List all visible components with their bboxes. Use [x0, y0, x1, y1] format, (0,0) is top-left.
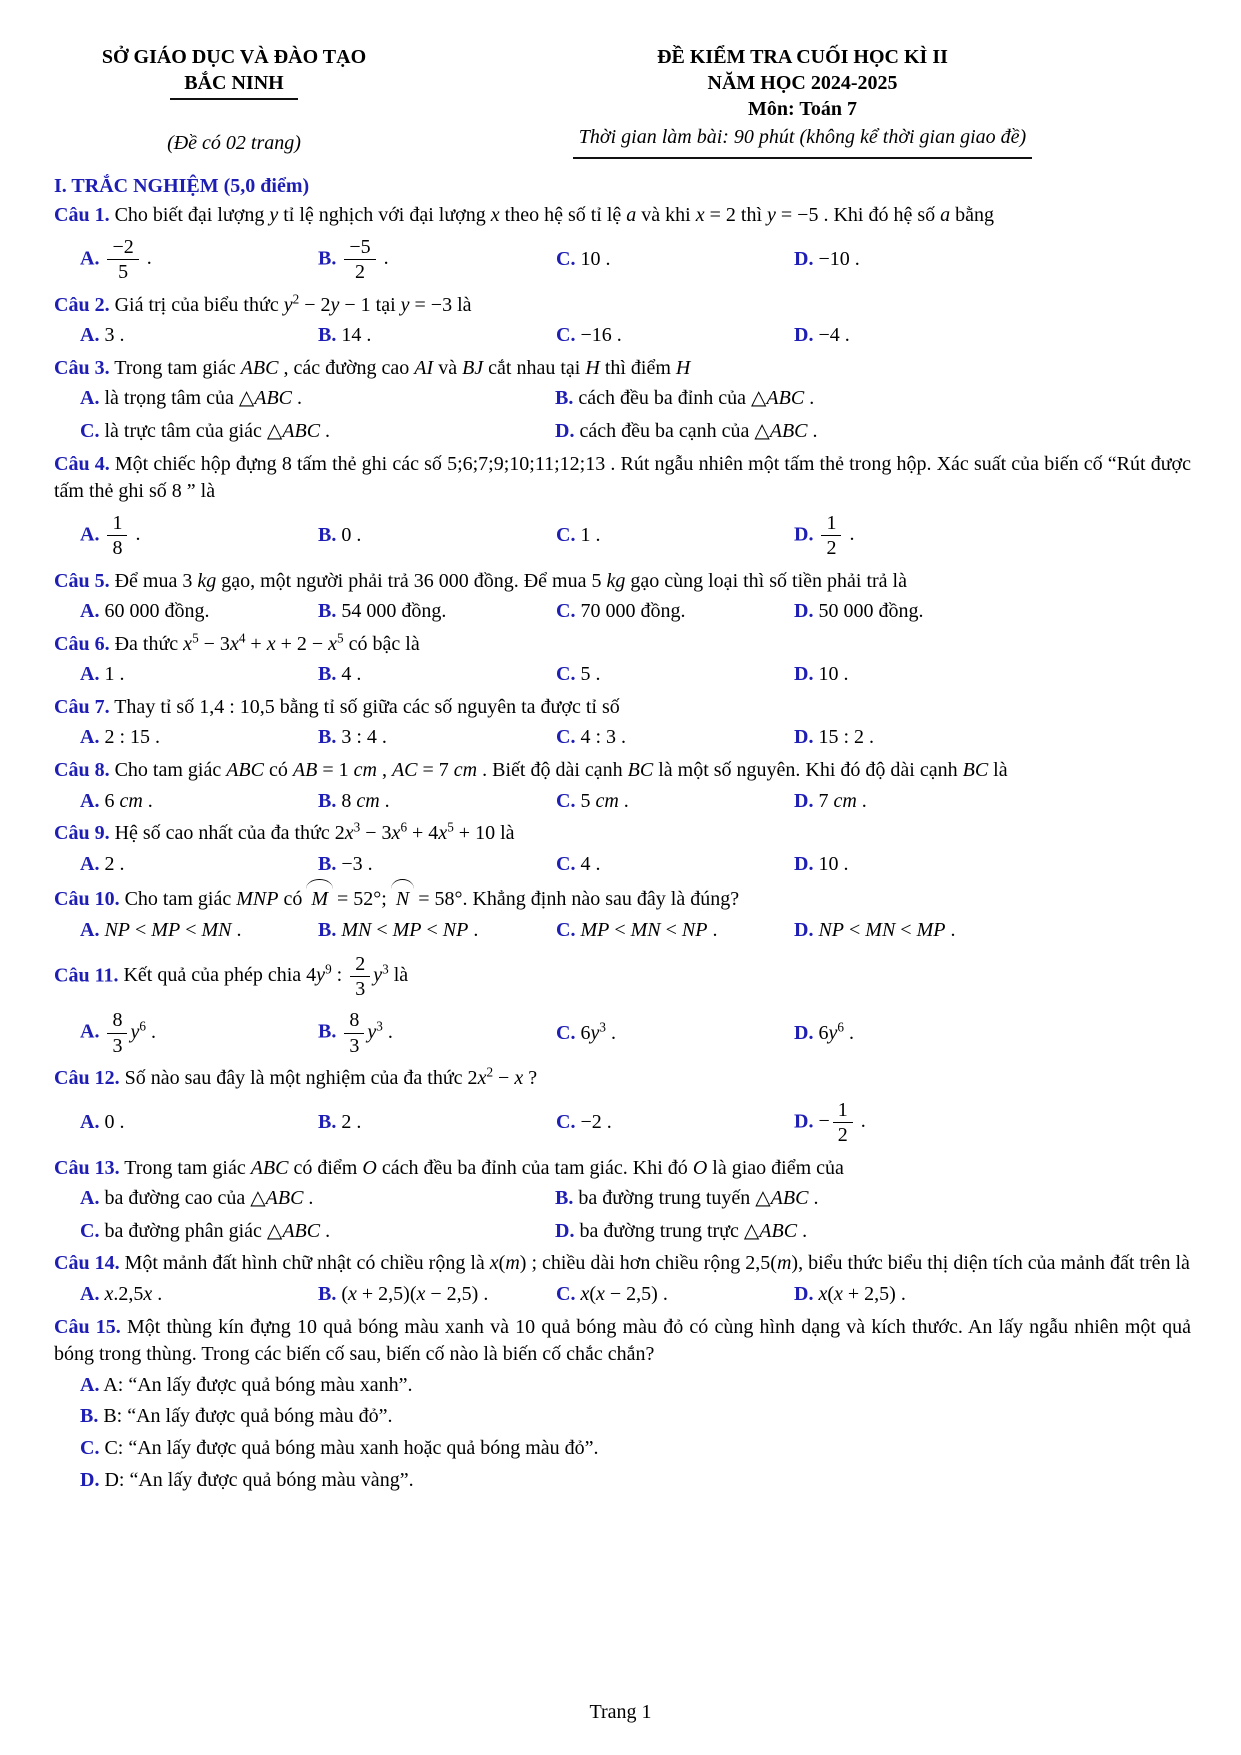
option-letter: D.	[794, 663, 814, 686]
option-letter: B.	[318, 663, 337, 686]
option-text: 10 .	[818, 852, 849, 875]
question-text: Giá trị của biểu thức $y^2 - 2y - 1$ tại y = −3 là	[114, 290, 472, 316]
option-text: 8 cm .	[341, 789, 390, 812]
option-text: 70 000 đồng.	[580, 600, 686, 623]
option-d	[794, 597, 1191, 627]
option-text: $6y^3$ .	[580, 1018, 616, 1044]
question-text: Cho biết đại lượng y tỉ lệ nghịch với đại lượng x theo hệ số tỉ lệ a và khi x = 2 thì y = −5 . Khi đó hệ số a bằng	[114, 204, 995, 227]
option-letter: A.	[80, 1373, 100, 1396]
exam-title: ĐỀ KIỂM TRA CUỐI HỌC KÌ II	[657, 46, 948, 68]
option-d	[794, 723, 1191, 753]
question-label: Câu 15.	[54, 1315, 121, 1338]
option-d	[555, 417, 1191, 447]
question-label: Câu 1.	[54, 204, 110, 227]
option-letter: A.	[80, 919, 100, 942]
question-stem	[54, 1250, 1191, 1278]
option-letter: C.	[556, 919, 576, 942]
option-c	[556, 245, 794, 275]
option-b	[318, 521, 556, 551]
option-a	[80, 1371, 1191, 1401]
option-letter: C.	[80, 1219, 100, 1242]
option-letter: B.	[555, 1187, 574, 1210]
question-label: Câu 12.	[54, 1067, 120, 1090]
question-label: Câu 7.	[54, 695, 110, 718]
question-10	[54, 883, 1191, 945]
question-text: Để mua 3 kg gạo, một người phải trả 36 000 đồng. Để mua 5 kg gạo cùng loại thì số tiền phải trả là	[114, 569, 907, 592]
option-letter: C.	[556, 523, 576, 546]
option-text: cách đều ba đỉnh của △ABC .	[578, 387, 815, 410]
option-b	[318, 321, 556, 351]
question-text: Cho tam giác MNP có M = 52°; N = 58°. Khẳng định nào sau đây là đúng?	[125, 888, 740, 910]
option-letter: C.	[80, 1436, 100, 1459]
option-letter: B.	[80, 1405, 99, 1428]
question-14	[54, 1250, 1191, 1309]
option-text: 3 : 4 .	[341, 726, 387, 749]
option-letter: C.	[556, 663, 576, 686]
option-b	[318, 916, 556, 946]
option-text: 4 : 3 .	[580, 726, 627, 749]
question-stem	[54, 292, 1191, 320]
option-text: 2 .	[341, 1110, 362, 1133]
option-letter: B.	[318, 919, 337, 942]
option-text: (x + 2,5)(x − 2,5) .	[341, 1282, 489, 1305]
question-options	[80, 916, 1191, 946]
question-text: Số nào sau đây là một nghiệm của đa thức $2x^2 - x$ ?	[124, 1064, 538, 1090]
option-letter: C.	[556, 852, 576, 875]
question-text: Một thùng kín đựng 10 quả bóng màu xanh và 10 quả bóng màu đỏ có cùng hình dạng và kích thước. An lấy ngẫu nhiên một quả bóng trong thùng. Trong các biến cố sau, biến cố nào là biến cố chắc chắn?	[54, 1315, 1192, 1366]
option-a	[80, 787, 318, 817]
question-stem	[54, 1065, 1191, 1093]
option-letter: A.	[80, 1020, 100, 1043]
option-c	[556, 521, 794, 551]
option-letter: A.	[80, 663, 100, 686]
option-text: $\frac{1}{8}$ .	[104, 523, 140, 545]
option-letter: C.	[556, 1110, 576, 1133]
option-text: 4 .	[580, 852, 601, 875]
question-stem	[54, 568, 1191, 596]
option-letter: B.	[318, 726, 337, 749]
option-text: NP < MP < MN .	[104, 919, 242, 942]
question-label: Câu 9.	[54, 822, 110, 845]
option-d	[794, 1095, 1191, 1151]
question-12	[54, 1065, 1191, 1150]
option-text: MP < MN < NP .	[580, 919, 718, 942]
question-options	[80, 850, 1191, 880]
option-letter: D.	[794, 789, 814, 812]
question-options	[80, 321, 1191, 351]
question-options	[80, 232, 1191, 288]
option-text: 10 .	[580, 247, 611, 270]
option-b	[555, 384, 1191, 414]
question-stem	[54, 883, 1191, 914]
option-letter: B.	[318, 1282, 337, 1305]
exam-header	[54, 44, 1191, 159]
question-label: Câu 4.	[54, 452, 110, 475]
option-text: $\frac{8}{3}$ $y^6$ .	[104, 1021, 155, 1043]
option-text: MN < MP < NP .	[341, 919, 479, 942]
question-stem	[54, 451, 1191, 506]
option-d	[794, 916, 1191, 946]
option-letter: C.	[556, 1282, 576, 1305]
question-text: Đa thức $x^5 - 3x^4 + x + 2 - x^5$ có bậc là	[114, 630, 420, 655]
option-letter: D.	[794, 600, 814, 623]
option-text: $\frac{-5}{2}$ .	[341, 247, 388, 269]
header-right	[414, 44, 1191, 159]
option-a	[80, 850, 318, 880]
option-c	[556, 660, 794, 690]
question-label: Câu 14.	[54, 1252, 120, 1275]
option-letter: A.	[80, 852, 100, 875]
option-d	[555, 1217, 1191, 1247]
option-b	[318, 723, 556, 753]
option-letter: A.	[80, 1187, 100, 1210]
option-letter: D.	[794, 523, 814, 546]
question-options	[80, 787, 1191, 817]
option-b	[318, 597, 556, 627]
option-a	[80, 1280, 318, 1310]
option-letter: D.	[794, 1021, 814, 1044]
department-name: SỞ GIÁO DỤC VÀ ĐÀO TẠO	[101, 46, 367, 68]
question-2	[54, 292, 1191, 351]
option-b	[80, 1402, 1191, 1432]
option-text: 3 .	[104, 324, 125, 347]
option-d	[794, 245, 1191, 275]
option-letter: B.	[318, 1110, 337, 1133]
option-c	[556, 723, 794, 753]
question-3	[54, 355, 1191, 447]
option-text: 0 .	[341, 523, 362, 546]
option-letter: D.	[80, 1468, 100, 1491]
option-text: 1 .	[104, 663, 125, 686]
option-b	[318, 1280, 556, 1310]
option-letter: A.	[80, 600, 100, 623]
question-options	[80, 1005, 1191, 1061]
question-label: Câu 8.	[54, 759, 110, 782]
option-c	[556, 321, 794, 351]
question-text: Một chiếc hộp đựng 8 tấm thẻ ghi các số 5;6;7;9;10;11;12;13 . Rút ngẫu nhiên một tấm thẻ trong hộp. Xác suất của biến cố “Rút được tấm thẻ ghi số 8 ” là	[54, 452, 1192, 503]
option-letter: D.	[794, 726, 814, 749]
question-label: Câu 5.	[54, 569, 110, 592]
question-text: Trong tam giác ABC , các đường cao AI và BJ cắt nhau tại H thì điểm H	[114, 356, 691, 379]
option-b	[318, 1108, 556, 1138]
option-d	[80, 1466, 1191, 1496]
option-letter: C.	[556, 726, 576, 749]
option-text: −16 .	[580, 324, 622, 347]
question-stem	[54, 631, 1191, 659]
question-text: Hệ số cao nhất của đa thức $2x^3 - 3x^6 + 4x^5 + 10$ là	[114, 819, 515, 845]
option-letter: A.	[80, 387, 100, 410]
option-c	[80, 1217, 555, 1247]
time-limit: Thời gian làm bài: 90 phút (không kể thời gian giao đề)	[414, 124, 1191, 159]
option-text: 6 cm .	[104, 789, 153, 812]
option-a	[80, 723, 318, 753]
option-text: −3 .	[341, 852, 373, 875]
option-letter: B.	[318, 852, 337, 875]
option-c	[556, 1019, 794, 1049]
option-b	[318, 1005, 556, 1061]
option-c	[556, 1280, 794, 1310]
question-options	[80, 384, 1191, 446]
option-d	[794, 321, 1191, 351]
option-letter: C.	[80, 419, 100, 442]
header-left	[54, 44, 414, 159]
option-text: 5 cm .	[580, 789, 629, 812]
option-text: x.2,5x .	[104, 1282, 163, 1305]
question-text: Thay tỉ số 1,4 : 10,5 bằng tỉ số giữa các số nguyên ta được tỉ số	[114, 695, 620, 718]
question-6	[54, 631, 1191, 690]
option-letter: A.	[80, 523, 100, 546]
option-letter: A.	[80, 247, 100, 270]
question-text: Cho tam giác ABC có AB = 1 cm , AC = 7 cm . Biết độ dài cạnh BC là một số nguyên. Khi đó độ dài cạnh BC là	[114, 759, 1008, 782]
option-text: $6y^6$ .	[818, 1018, 854, 1044]
option-letter: C.	[556, 789, 576, 812]
option-b	[318, 232, 556, 288]
option-text: 2 .	[104, 852, 125, 875]
question-4	[54, 451, 1191, 564]
option-letter: A.	[80, 1282, 100, 1305]
question-stem	[54, 950, 1191, 1004]
option-text: là trọng tâm của △ABC .	[104, 387, 303, 410]
question-options	[80, 660, 1191, 690]
option-letter: A.	[80, 726, 100, 749]
option-a	[80, 660, 318, 690]
option-letter: A.	[80, 1110, 100, 1133]
option-text: C: “An lấy được quả bóng màu xanh hoặc quả bóng màu đỏ”.	[104, 1436, 599, 1459]
option-b	[318, 660, 556, 690]
question-11	[54, 950, 1191, 1062]
question-text: Kết quả của phép chia $4y^9$ : $\frac{2}{3}$ $y^3$ là	[123, 952, 409, 1001]
question-7	[54, 694, 1191, 753]
option-letter: D.	[555, 1219, 575, 1242]
option-a	[80, 384, 555, 414]
option-letter: B.	[318, 247, 337, 270]
question-5	[54, 568, 1191, 627]
option-text: 0 .	[104, 1110, 125, 1133]
option-text: 60 000 đồng.	[104, 600, 210, 623]
option-c	[556, 787, 794, 817]
option-text: −2 .	[580, 1110, 612, 1133]
option-text: 14 .	[341, 324, 372, 347]
option-letter: B.	[318, 1020, 337, 1043]
question-options	[80, 597, 1191, 627]
option-letter: D.	[794, 919, 814, 942]
question-options	[80, 508, 1191, 564]
option-letter: B.	[318, 600, 337, 623]
option-text: $\frac{-2}{5}$ .	[104, 247, 151, 269]
option-text: $\frac{1}{2}$ .	[818, 523, 854, 545]
province-name: BẮC NINH	[54, 70, 414, 100]
question-8	[54, 757, 1191, 816]
option-b	[555, 1184, 1191, 1214]
section-title: I. TRẮC NGHIỆM (5,0 điểm)	[54, 174, 310, 197]
option-text: 1 .	[580, 523, 601, 546]
option-text: −4 .	[818, 324, 850, 347]
option-letter: B.	[555, 387, 574, 410]
question-text: Trong tam giác ABC có điểm O cách đều ba đỉnh của tam giác. Khi đó O là giao điểm của	[124, 1156, 844, 1179]
school-year: NĂM HỌC 2024-2025	[707, 72, 898, 94]
option-text: ba đường trung trực △ABC .	[579, 1219, 808, 1242]
option-d	[794, 850, 1191, 880]
option-text: 2 : 15 .	[104, 726, 161, 749]
question-options	[80, 1095, 1191, 1151]
option-letter: B.	[318, 523, 337, 546]
question-list	[54, 202, 1191, 1495]
question-label: Câu 11.	[54, 964, 119, 987]
option-text: ba đường trung tuyến △ABC .	[578, 1187, 819, 1210]
option-c	[556, 597, 794, 627]
option-letter: D.	[794, 852, 814, 875]
option-text: −10 .	[818, 247, 860, 270]
page-number: Trang 1	[589, 1701, 652, 1724]
question-13	[54, 1155, 1191, 1247]
question-stem	[54, 757, 1191, 785]
option-c	[556, 1108, 794, 1138]
option-letter: D.	[555, 419, 575, 442]
question-label: Câu 10.	[54, 888, 120, 911]
question-1	[54, 202, 1191, 287]
option-d	[794, 508, 1191, 564]
option-d	[794, 660, 1191, 690]
question-stem	[54, 355, 1191, 383]
option-c	[80, 1434, 1191, 1464]
option-text: − $\frac{1}{2}$ .	[818, 1098, 866, 1147]
option-letter: B.	[318, 789, 337, 812]
option-a	[80, 508, 318, 564]
question-options	[80, 1371, 1191, 1495]
option-c	[556, 916, 794, 946]
option-text: B: “An lấy được quả bóng màu đỏ”.	[103, 1405, 393, 1428]
option-text: là trực tâm của giác △ABC .	[104, 419, 331, 442]
option-d	[794, 1280, 1191, 1310]
question-label: Câu 13.	[54, 1156, 120, 1179]
option-a	[80, 1108, 318, 1138]
option-letter: D.	[794, 1282, 814, 1305]
subject: Môn: Toán 7	[748, 98, 857, 120]
option-text: ba đường phân giác △ABC .	[104, 1219, 331, 1242]
question-options	[80, 1184, 1191, 1246]
question-15	[54, 1314, 1191, 1496]
option-a	[80, 916, 318, 946]
option-a	[80, 1005, 318, 1061]
option-text: 7 cm .	[818, 789, 867, 812]
question-label: Câu 6.	[54, 632, 110, 655]
option-text: A: “An lấy được quả bóng màu xanh”.	[103, 1373, 413, 1396]
option-text: D: “An lấy được quả bóng màu vàng”.	[104, 1468, 414, 1491]
option-b	[318, 850, 556, 880]
page-count-note: (Đề có 02 trang)	[167, 132, 301, 154]
option-text: 50 000 đồng.	[818, 600, 924, 623]
question-label: Câu 3.	[54, 356, 110, 379]
option-b	[318, 787, 556, 817]
option-a	[80, 232, 318, 288]
option-text: x(x + 2,5) .	[818, 1282, 906, 1305]
option-text: 15 : 2 .	[818, 726, 875, 749]
question-stem	[54, 202, 1191, 230]
question-9	[54, 820, 1191, 879]
option-letter: A.	[80, 324, 100, 347]
option-text: NP < MN < MP .	[818, 919, 956, 942]
option-text: 54 000 đồng.	[341, 600, 447, 623]
option-letter: C.	[556, 1021, 576, 1044]
option-a	[80, 321, 318, 351]
option-text: ba đường cao của △ABC .	[104, 1187, 314, 1210]
option-text: 4 .	[341, 663, 362, 686]
option-a	[80, 597, 318, 627]
question-options	[80, 1280, 1191, 1310]
option-letter: C.	[556, 324, 576, 347]
question-text: Một mảnh đất hình chữ nhật có chiều rộng là x(m) ; chiều dài hơn chiều rộng 2,5(m), biểu thức biểu thị diện tích của mảnh đất trên là	[124, 1252, 1190, 1275]
option-letter: D.	[794, 324, 814, 347]
option-letter: C.	[556, 247, 576, 270]
question-label: Câu 2.	[54, 293, 110, 316]
option-text: 5 .	[580, 663, 601, 686]
option-text: x(x − 2,5) .	[580, 1282, 668, 1305]
option-a	[80, 1184, 555, 1214]
option-letter: D.	[794, 247, 814, 270]
option-text: cách đều ba cạnh của △ABC .	[579, 419, 818, 442]
question-stem	[54, 1155, 1191, 1183]
question-options	[80, 723, 1191, 753]
option-text: $\frac{8}{3}$ $y^3$ .	[341, 1021, 392, 1043]
question-stem	[54, 820, 1191, 848]
option-letter: C.	[556, 600, 576, 623]
question-stem	[54, 694, 1191, 722]
option-text: 10 .	[818, 663, 849, 686]
option-d	[794, 787, 1191, 817]
option-letter: A.	[80, 789, 100, 812]
option-letter: B.	[318, 324, 337, 347]
option-letter: D.	[794, 1110, 814, 1133]
option-d	[794, 1019, 1191, 1049]
option-c	[80, 417, 555, 447]
question-stem	[54, 1314, 1191, 1369]
option-c	[556, 850, 794, 880]
